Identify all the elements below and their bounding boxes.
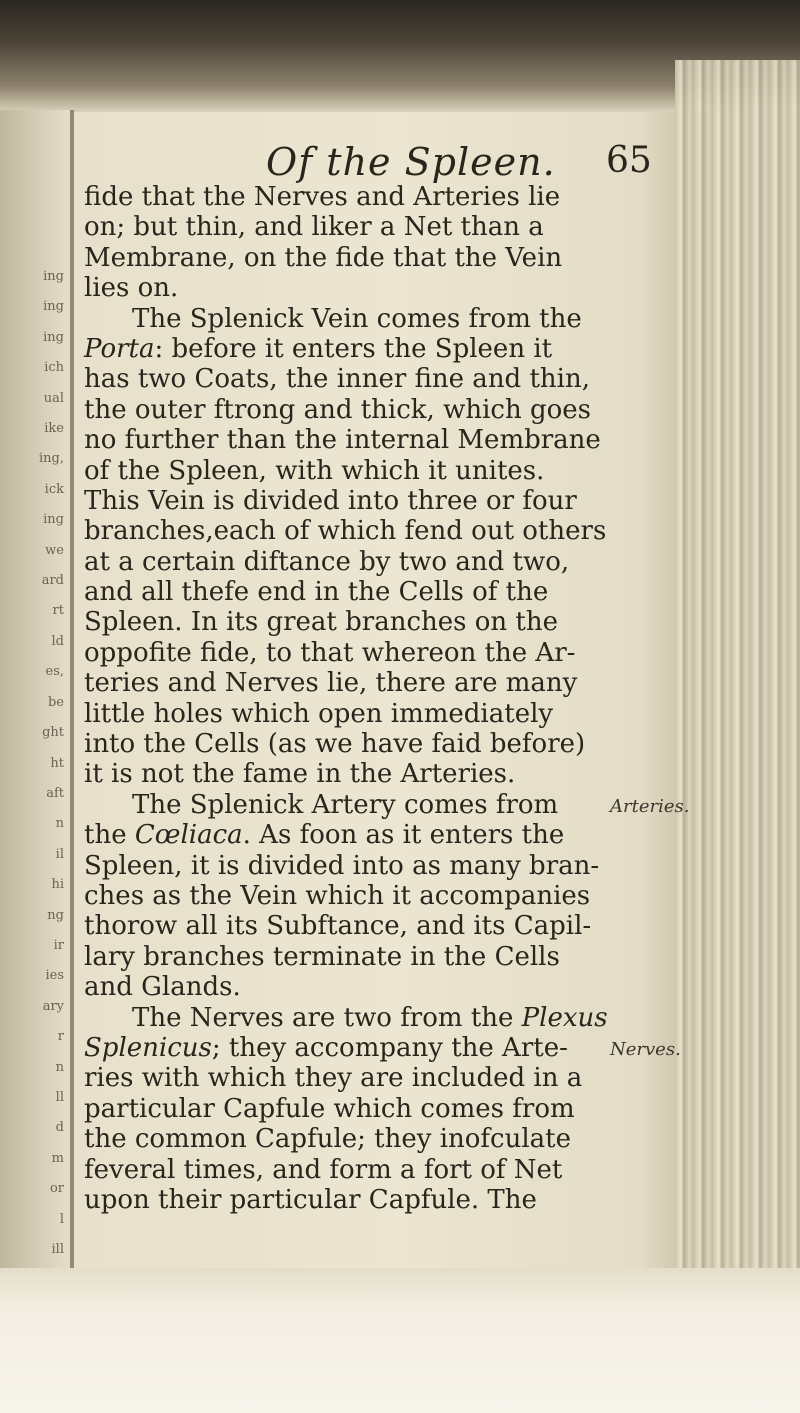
text-line: ries with which they are included in a (84, 1063, 583, 1094)
text-line: particular Capfule which comes from (84, 1093, 575, 1124)
gutter-fragment: ary (42, 998, 64, 1014)
text-line: This Vein is divided into three or four (84, 485, 577, 516)
text-line: it is not the fame in the Arteries. (84, 759, 516, 790)
gutter-fragment: ht (50, 755, 64, 771)
gutter-fragment: be (47, 694, 64, 710)
text-line: no further than the internal Membrane (84, 425, 601, 456)
text-line: The Nerves are two from the Plexus (132, 1002, 608, 1033)
margin-note-nerves: Nerves. (610, 1039, 681, 1060)
bottom-page-margin (0, 1268, 800, 1413)
page-number: 65 (606, 140, 652, 181)
gutter-fragment: ies (45, 968, 64, 984)
text-line: has two Coats, the inner fine and thin, (84, 364, 590, 395)
text-line: Spleen, it is divided into as many bran- (84, 850, 600, 881)
text-line: fide that the Nerves and Arteries lie (84, 182, 561, 212)
gutter-fragment: aft (46, 785, 64, 801)
text-line: of the Spleen, with which it unites. (84, 455, 545, 486)
stacked-page-edges (675, 60, 800, 1300)
text-line: little holes which open immediately (84, 698, 554, 729)
gutter-fragment: ing (43, 269, 64, 284)
gutter-text-fragments (2, 262, 64, 1296)
text-line: the outer ftrong and thick, which goes (84, 394, 591, 425)
gutter-fragment: rt (52, 603, 64, 619)
text-line: Splenicus; they accompany the Arte- (84, 1032, 568, 1063)
book-gutter (0, 110, 70, 1270)
gutter-fragment: ill (51, 1242, 64, 1257)
gutter-fragment: ir (53, 937, 64, 953)
text-line: the common Capfule; they inofculate (84, 1124, 571, 1155)
gutter-fragment: r (57, 1029, 64, 1045)
text-line: Spleen. In its great branches on the (84, 607, 559, 638)
gutter-fragment: ich (44, 360, 64, 376)
text-line: Membrane, on the fide that the Vein (84, 242, 563, 273)
gutter-fragment: ll (55, 1089, 64, 1105)
gutter-fragment: ard (41, 573, 64, 589)
running-head-title: Of the Spleen. (266, 140, 556, 184)
text-line: and all thefe end in the Cells of the (84, 577, 549, 608)
gutter-fragment: il (55, 846, 64, 862)
text-line: lies on. (84, 273, 179, 304)
text-line: on; but thin, and liker a Net than a (84, 212, 544, 243)
text-line: and Glands. (84, 972, 241, 1003)
gutter-fragment: es, (45, 664, 64, 680)
gutter-fragment: ght (42, 725, 64, 741)
text-line: The Splenick Vein comes from the (132, 303, 582, 334)
gutter-fragment: ing (43, 512, 64, 528)
gutter-fragment: m (51, 1150, 64, 1166)
page-fold (70, 110, 74, 1270)
gutter-fragment: ual (43, 390, 64, 406)
text-line: at a certain diftance by two and two, (84, 546, 570, 577)
gutter-fragment: ike (44, 421, 64, 437)
text-line: ches as the Vein which it accompanies (84, 880, 591, 911)
gutter-fragment: ing (43, 329, 64, 345)
text-line: thorow all its Subftance, and its Capil- (84, 911, 592, 942)
gutter-fragment: n (55, 816, 64, 832)
margin-note-arteries: Arteries. (610, 796, 690, 817)
gutter-fragment: d (55, 1120, 64, 1136)
gutter-fragment: ld (51, 633, 64, 649)
text-line: lary branches terminate in the Cells (84, 941, 560, 972)
text-line: teries and Nerves lie, there are many (84, 668, 578, 699)
text-line: oppofite fide, to that whereon the Ar- (84, 637, 576, 668)
gutter-fragment: we (45, 542, 64, 558)
gutter-fragment: or (49, 1181, 64, 1197)
gutter-fragment: ng (47, 907, 64, 923)
text-line: feveral times, and form a fort of Net (84, 1154, 563, 1185)
gutter-fragment: ick (44, 481, 64, 497)
body-text (84, 182, 674, 1215)
text-line: upon their particular Capfule. The (84, 1184, 537, 1215)
gutter-fragment: ing (43, 299, 64, 315)
text-line: into the Cells (as we have faid before) (84, 729, 586, 760)
text-line: Porta: before it enters the Spleen it (84, 333, 553, 364)
text-line: the Cœliaca. As foon as it enters the (84, 820, 565, 851)
gutter-fragment: l (59, 1211, 64, 1227)
gutter-fragment: hi (51, 877, 64, 893)
gutter-fragment: ing, (39, 451, 64, 467)
gutter-fragment: n (55, 1059, 64, 1075)
text-line: The Splenick Artery comes from (132, 789, 559, 820)
text-line: branches,each of which fend out others (84, 516, 607, 547)
